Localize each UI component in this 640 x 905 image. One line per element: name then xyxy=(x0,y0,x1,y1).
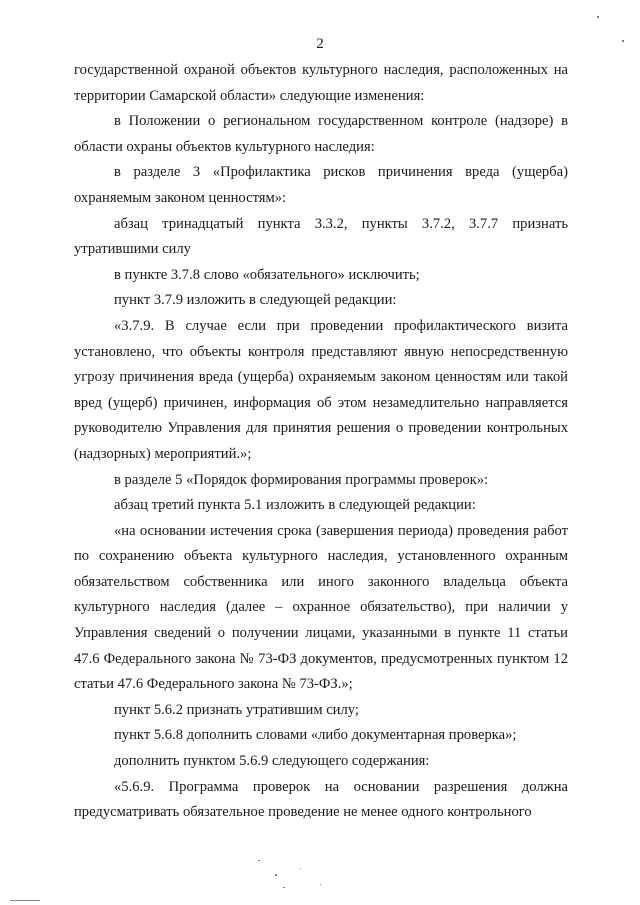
paragraph: пункт 5.6.2 признать утратившим силу; xyxy=(114,701,359,718)
paragraph: «5.6.9. Программа проверок на основании разрешения должна предусматривать обязательное проведение не менее одного контрольного xyxy=(74,778,568,821)
scan-speck xyxy=(320,884,321,885)
paragraph: пункт 3.7.9 изложить в следующей редакции: xyxy=(114,292,397,309)
paragraph: «3.7.9. В случае если при проведении профилактического визита установлено, что объекты контроля представляют явную непосредственную угрозу причинения вреда (ущерба) охраняемым законом ценностям или такой вред (ущерб) причинен, информация об этом незамедлительно направляется руководителю Управления для принятия решения о проведении контрольных (надзорных) мероприятий.»; xyxy=(74,317,568,462)
scan-speck xyxy=(275,874,277,876)
paragraph: пункт 5.6.8 дополнить словами «либо документарная проверка»; xyxy=(114,727,517,744)
paragraph: абзац третий пункта 5.1 изложить в следующей редакции: xyxy=(114,497,476,514)
paragraph: в разделе 3 «Профилактика рисков причинения вреда (ущерба) охраняемым законом ценностям»: xyxy=(74,164,568,206)
paragraph: государственной охраной объектов культурного наследия, расположенных на территории Самарской области» следующие изменения: xyxy=(74,62,568,104)
page-number: 2 xyxy=(316,36,324,52)
scan-speck xyxy=(258,860,260,861)
document-body xyxy=(74,58,568,826)
scan-speck xyxy=(10,900,40,901)
scan-speck xyxy=(597,16,599,18)
paragraph: в разделе 5 «Порядок формирования программы проверок»: xyxy=(114,471,489,488)
scan-speck xyxy=(300,868,301,869)
scan-speck xyxy=(283,887,285,888)
paragraph: абзац тринадцатый пункта 3.3.2, пункты 3.7.2, 3.7.7 признать утратившими силу xyxy=(74,215,568,258)
scan-speck xyxy=(622,40,624,42)
paragraph: в Положении о региональном государственном контроле (надзоре) в области охраны объектов культурного наследия: xyxy=(74,113,568,155)
paragraph: в пункте 3.7.8 слово «обязательного» исключить; xyxy=(114,266,420,283)
paragraph: «на основании истечения срока (завершения периода) проведения работ по сохранению объекта культурного наследия, установленного охранным обязательством собственника или иного законного владельца объекта культурного наследия (далее – охранное обязательство), при наличии у Управления сведений о получении лицами, указанными в пункте 11 статьи 47.6 Федерального закона № 73-ФЗ документов, предусмотренных пунктом 12 статьи 47.6 Федерального закона № 73-ФЗ.»; xyxy=(74,522,568,693)
paragraph: дополнить пунктом 5.6.9 следующего содержания: xyxy=(114,753,430,770)
